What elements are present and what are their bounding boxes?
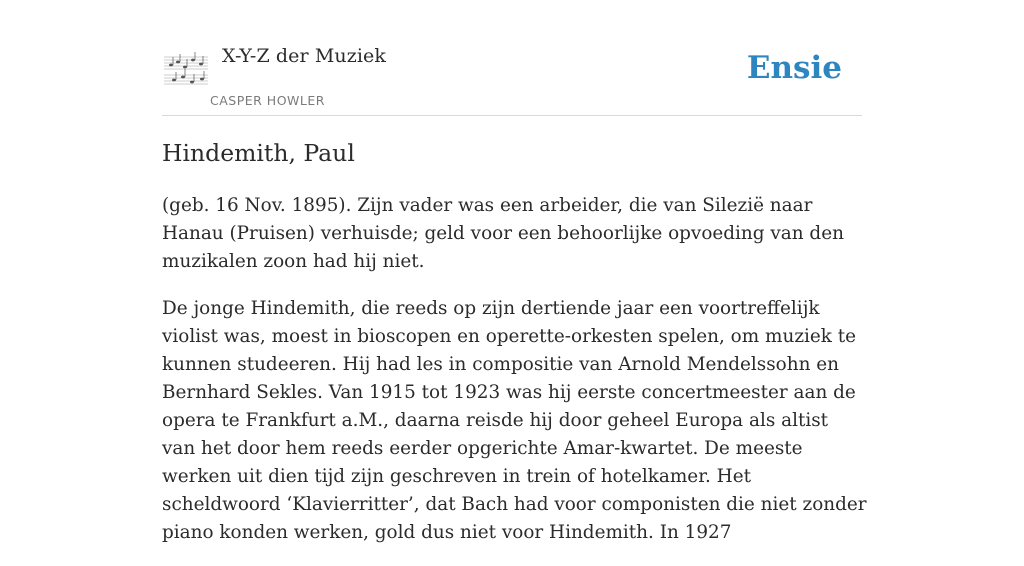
- header: [162, 0, 862, 116]
- entry-body: [162, 192, 867, 566]
- book-title[interactable]: X-Y-Z der Muziek: [222, 45, 386, 67]
- paragraph-2: De jonge Hindemith, die reeds op zijn dertiende jaar een voortreffelijk violist was, moest in bioscopen en operette-orkesten spelen, om muziek te kunnen studeeren. Hij had les in compositie van Arnold Mendelssohn en Bernhard Sekles. Van 1915 tot 1923 was hij eerste concertmeester aan de opera te Frankfurt a.M., daarna reisde hij door geheel Europa als altist van het door hem reeds eerder opgerichte Amar-kwartet. De meeste werken uit dien tijd zijn geschreven in trein of hotelkamer. Het scheldwoord ‘Klavierritter’, dat Bach had voor componisten die niet zonder piano konden werken, gold dus niet voor Hindemith. In 1927: [162, 298, 867, 543]
- page: [162, 0, 867, 543]
- sheet-music-icon[interactable]: [162, 45, 210, 89]
- author-name[interactable]: CASPER HOWLER: [210, 93, 325, 108]
- brand-logo[interactable]: Ensie: [746, 50, 842, 86]
- paragraph-1: (geb. 16 Nov. 1895). Zijn vader was een arbeider, die van Silezië naar Hanau (Pruisen) verhuisde; geld voor een behoorlijke opvoeding van den muzikalen zoon had hij niet.: [162, 195, 844, 272]
- entry-title: Hindemith, Paul: [162, 139, 355, 167]
